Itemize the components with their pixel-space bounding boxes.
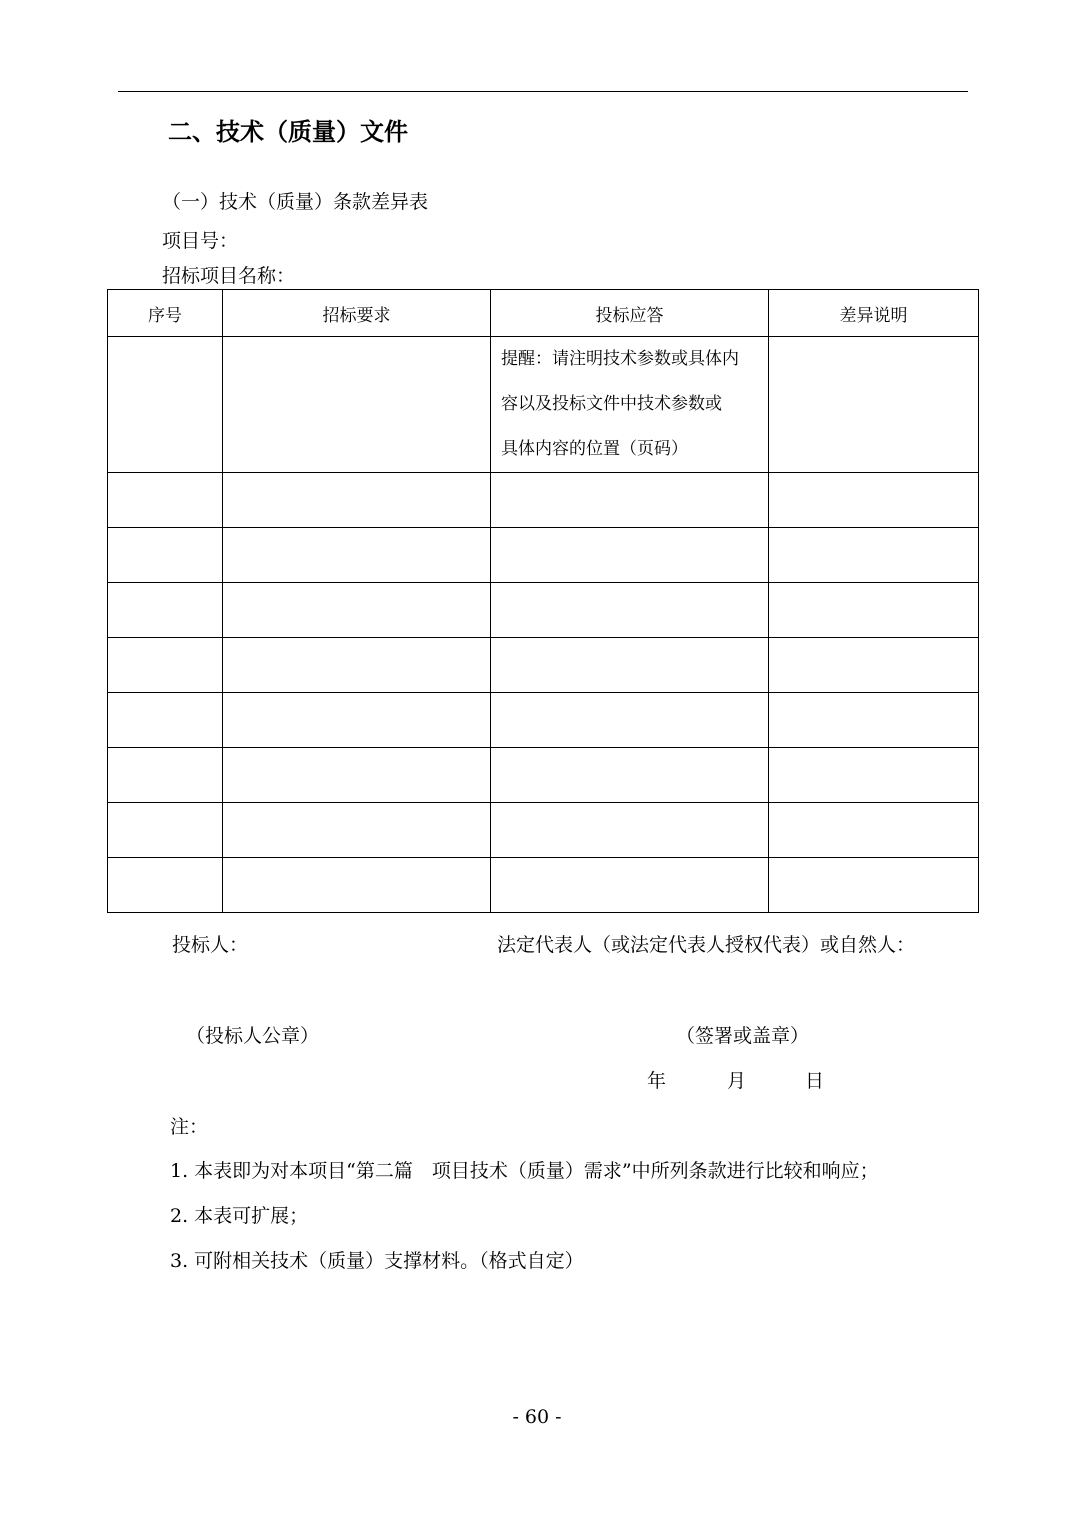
table-cell[interactable] xyxy=(491,528,769,583)
table-cell[interactable] xyxy=(223,473,491,528)
section-heading: 二、技术（质量）文件 xyxy=(168,118,408,146)
table-cell[interactable] xyxy=(769,803,979,858)
page-number: - 60 - xyxy=(512,1406,562,1428)
table-cell[interactable] xyxy=(769,528,979,583)
table-cell[interactable] xyxy=(223,693,491,748)
table-cell[interactable] xyxy=(223,858,491,913)
date-row xyxy=(647,1066,824,1093)
reminder-cell[interactable] xyxy=(491,337,769,473)
month-label: 月 xyxy=(727,1070,747,1092)
bidder-label: 投标人： xyxy=(172,934,249,956)
table-row xyxy=(108,638,979,693)
day-label: 日 xyxy=(805,1070,825,1092)
table-cell[interactable] xyxy=(491,583,769,638)
deviation-table xyxy=(107,289,979,913)
table-cell[interactable] xyxy=(769,337,979,473)
header-bid-response: 投标应答 xyxy=(491,290,769,337)
table-row xyxy=(108,803,979,858)
table-row xyxy=(108,693,979,748)
note-item: 3. 可附相关技术（质量）支撑材料。（格式自定） xyxy=(170,1250,584,1272)
header-rule xyxy=(118,91,968,92)
table-cell[interactable] xyxy=(491,803,769,858)
table-cell[interactable] xyxy=(491,748,769,803)
bidder-seal-label: （投标人公章） xyxy=(186,1025,320,1047)
table-row xyxy=(108,748,979,803)
table-row xyxy=(108,473,979,528)
reminder-line: 提醒：请注明技术参数或具体内 xyxy=(501,349,739,369)
table-cell[interactable] xyxy=(491,693,769,748)
table-cell[interactable] xyxy=(108,693,223,748)
notes-title: 注： xyxy=(170,1116,209,1138)
legal-representative-label: 法定代表人（或法定代表人授权代表）或自然人： xyxy=(497,934,916,956)
table-cell[interactable] xyxy=(223,337,491,473)
table-cell[interactable] xyxy=(491,638,769,693)
header-serial-no: 序号 xyxy=(108,290,223,337)
note-item: 1. 本表即为对本项目“第二篇 项目技术（质量）需求”中所列条款进行比较和响应； xyxy=(170,1160,879,1182)
table-cell[interactable] xyxy=(108,583,223,638)
table-cell[interactable] xyxy=(108,473,223,528)
table-cell[interactable] xyxy=(769,473,979,528)
table-row xyxy=(108,583,979,638)
signature-seal-label: （签署或盖章） xyxy=(676,1025,810,1047)
table-cell[interactable] xyxy=(108,337,223,473)
project-name-label: 招标项目名称： xyxy=(162,265,296,287)
table-cell[interactable] xyxy=(491,473,769,528)
table-cell[interactable] xyxy=(491,858,769,913)
table-cell[interactable] xyxy=(108,803,223,858)
table-cell[interactable] xyxy=(769,693,979,748)
table-header-row xyxy=(108,290,979,337)
table-cell[interactable] xyxy=(108,858,223,913)
table-cell[interactable] xyxy=(223,803,491,858)
table-cell[interactable] xyxy=(108,638,223,693)
reminder-line: 具体内容的位置（页码） xyxy=(501,439,688,459)
project-number-label: 项目号： xyxy=(162,230,239,252)
note-item: 2. 本表可扩展； xyxy=(170,1205,309,1227)
table-row xyxy=(108,337,979,473)
table-cell[interactable] xyxy=(108,528,223,583)
table-cell[interactable] xyxy=(223,748,491,803)
table-cell[interactable] xyxy=(769,858,979,913)
table-cell[interactable] xyxy=(223,638,491,693)
year-label: 年 xyxy=(647,1070,667,1092)
table-row xyxy=(108,858,979,913)
table-cell[interactable] xyxy=(769,638,979,693)
header-deviation-note: 差异说明 xyxy=(769,290,979,337)
table-cell[interactable] xyxy=(223,528,491,583)
table-row xyxy=(108,528,979,583)
table-cell[interactable] xyxy=(769,748,979,803)
reminder-line: 容以及投标文件中技术参数或 xyxy=(501,394,722,414)
header-tender-requirement: 招标要求 xyxy=(223,290,491,337)
table-cell[interactable] xyxy=(769,583,979,638)
table-cell[interactable] xyxy=(223,583,491,638)
table-cell[interactable] xyxy=(108,748,223,803)
table-title: （一）技术（质量）条款差异表 xyxy=(162,191,429,213)
